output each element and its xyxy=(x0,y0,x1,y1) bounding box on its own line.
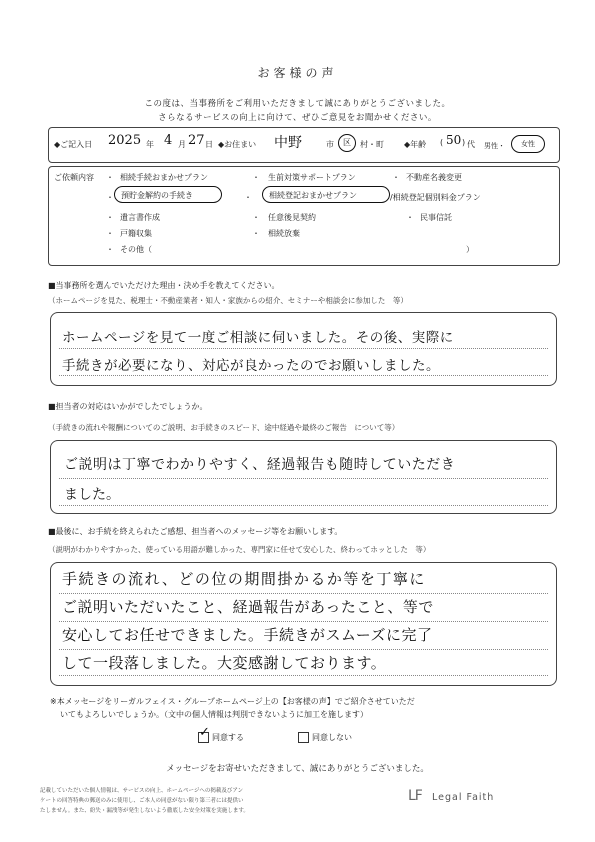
intro-line-2: さらなるサービスの向上に向けて、ぜひご意見をお聞かせください。 xyxy=(158,113,437,123)
date-month[interactable]: 4 xyxy=(164,133,173,148)
legal-faith-logo-text: Legal Faith xyxy=(432,792,495,803)
q3-answer-line-4: して一段落しました。大変感謝しております。 xyxy=(62,654,387,672)
q1-heading: ■当事務所を選んでいただけた理由・決め手を教えてください。 xyxy=(48,281,280,290)
agree-check-mark: ✓ xyxy=(199,725,210,740)
year-unit: 年 xyxy=(146,140,154,149)
age-value[interactable]: 50 xyxy=(446,133,462,147)
q3-hint: （説明がわかりやすかった、使っている用語が難しかった、専門家に任せて安心した、終わってホッとした 等） xyxy=(48,545,431,554)
svc-registration-fee[interactable]: /相続登記個別料金プラン xyxy=(390,193,481,202)
svc-will-creation[interactable]: 遺言書作成 xyxy=(120,213,160,222)
q1-hint: （ホームページを見た、税理士・不動産業者・知人・家族からの紹介、セミナーや相談会に参加した 等） xyxy=(48,296,408,305)
city-label: 市 xyxy=(326,140,334,149)
month-unit: 月 xyxy=(178,140,186,149)
consent-line-1: ※本メッセージをリーガルフェイス・グループホームページ上の【お客様の声】でご紹介させていただ xyxy=(50,697,415,706)
page-title: お客様の声 xyxy=(257,66,338,80)
svc-registration-plan[interactable]: 相続登記おまかせプラン xyxy=(262,186,390,203)
privacy-line-1: 記載していただいた個人情報は、サービスの向上、ホームページへの掲載及びアン xyxy=(40,788,244,794)
q1-answer-line-2: 手続きが必要になり、対応が良かったのでお願いしました。 xyxy=(62,358,440,374)
disagree-label: 同意しない xyxy=(312,733,352,742)
age-label: ◆年齢 xyxy=(404,140,427,149)
svc-other[interactable]: その他（ xyxy=(120,245,152,254)
privacy-line-2: ケートの回答特典の郵送のみに使用し、ご本人の同意がない限り第三者には提供い xyxy=(40,798,244,804)
ward-label: 区 xyxy=(343,138,351,147)
q2-answer-box[interactable] xyxy=(50,440,557,514)
intro-line-1: この度は、当事務所をご利用いただきまして誠にありがとうございました。 xyxy=(144,99,451,109)
address-label: ◆お住まい xyxy=(218,140,257,149)
q3-answer-line-1: 手続きの流れ、どの位の期間掛かるか等を丁寧に xyxy=(62,570,426,588)
q2-answer-line-1: ご説明は丁寧でわかりやすく、経過報告も随時していただき xyxy=(64,457,456,473)
q3-answer-line-3: 安心してお任せできました。手続きがスムーズに完了 xyxy=(62,626,433,644)
q3-heading: ■最後に、お手続を終えられたご感想、担当者へのメッセージ等をお願いします。 xyxy=(48,527,343,536)
agree-label: 同意する xyxy=(212,733,244,742)
svc-deposit-cancel[interactable]: 預貯金解約の手続き xyxy=(114,186,222,203)
gender-female[interactable]: 女性 xyxy=(511,135,545,153)
legal-faith-logo-icon: LF xyxy=(408,788,422,804)
q1-answer-box[interactable] xyxy=(50,312,557,386)
date-label: ◆ご記入日 xyxy=(54,140,93,149)
privacy-line-3: たしません。また、紛失・漏洩等が発生しないよう徹底した安全対策を実施します。 xyxy=(40,808,249,814)
svc-guardianship[interactable]: 任意後見契約 xyxy=(268,213,316,222)
q1-answer-line-1: ホームページを見て一度ご相談に伺いました。その後、実際に xyxy=(62,330,454,346)
village-label: 村・町 xyxy=(360,140,384,149)
q2-heading: ■担当者の対応はいかがでしたでしょうか。 xyxy=(48,402,208,411)
svc-title-change[interactable]: 不動産名義変更 xyxy=(406,173,462,182)
age-unit: 代 xyxy=(467,140,475,149)
q2-answer-line-2: ました。 xyxy=(64,487,120,503)
date-year[interactable]: 2025 xyxy=(108,133,142,148)
gender-male[interactable]: 男性・ xyxy=(484,142,505,150)
day-unit: 日 xyxy=(205,140,213,149)
thanks-message: メッセージをお寄せいただきまして、誠にありがとうございました。 xyxy=(166,764,429,774)
consent-line-2: いてもよろしいでしょうか。（文中の個人情報は判別できないように加工を施します） xyxy=(60,710,368,719)
svc-other-close: ） xyxy=(466,245,474,254)
svc-family-register[interactable]: 戸籍収集 xyxy=(120,229,152,238)
ward-circle[interactable] xyxy=(338,134,356,152)
svc-inheritance-plan[interactable]: 相続手続おまかせプラン xyxy=(120,173,208,182)
disagree-checkbox[interactable] xyxy=(298,732,309,743)
q3-answer-line-2: ご説明いただいたこと、経過報告があったこと、等で xyxy=(62,598,434,616)
svc-renunciation[interactable]: 相続放棄 xyxy=(268,229,300,238)
date-day[interactable]: 27 xyxy=(188,133,205,148)
svc-civil-trust[interactable]: 民事信託 xyxy=(420,213,452,222)
address-value[interactable]: 中野 xyxy=(274,135,302,151)
svc-pre-planning[interactable]: 生前対策サポートプラン xyxy=(268,173,356,182)
services-label: ご依頼内容 xyxy=(54,173,94,182)
q2-hint: （手続きの流れや報酬についてのご説明、お手続きのスピード、途中経過や最終のご報告 について等） xyxy=(48,423,400,432)
